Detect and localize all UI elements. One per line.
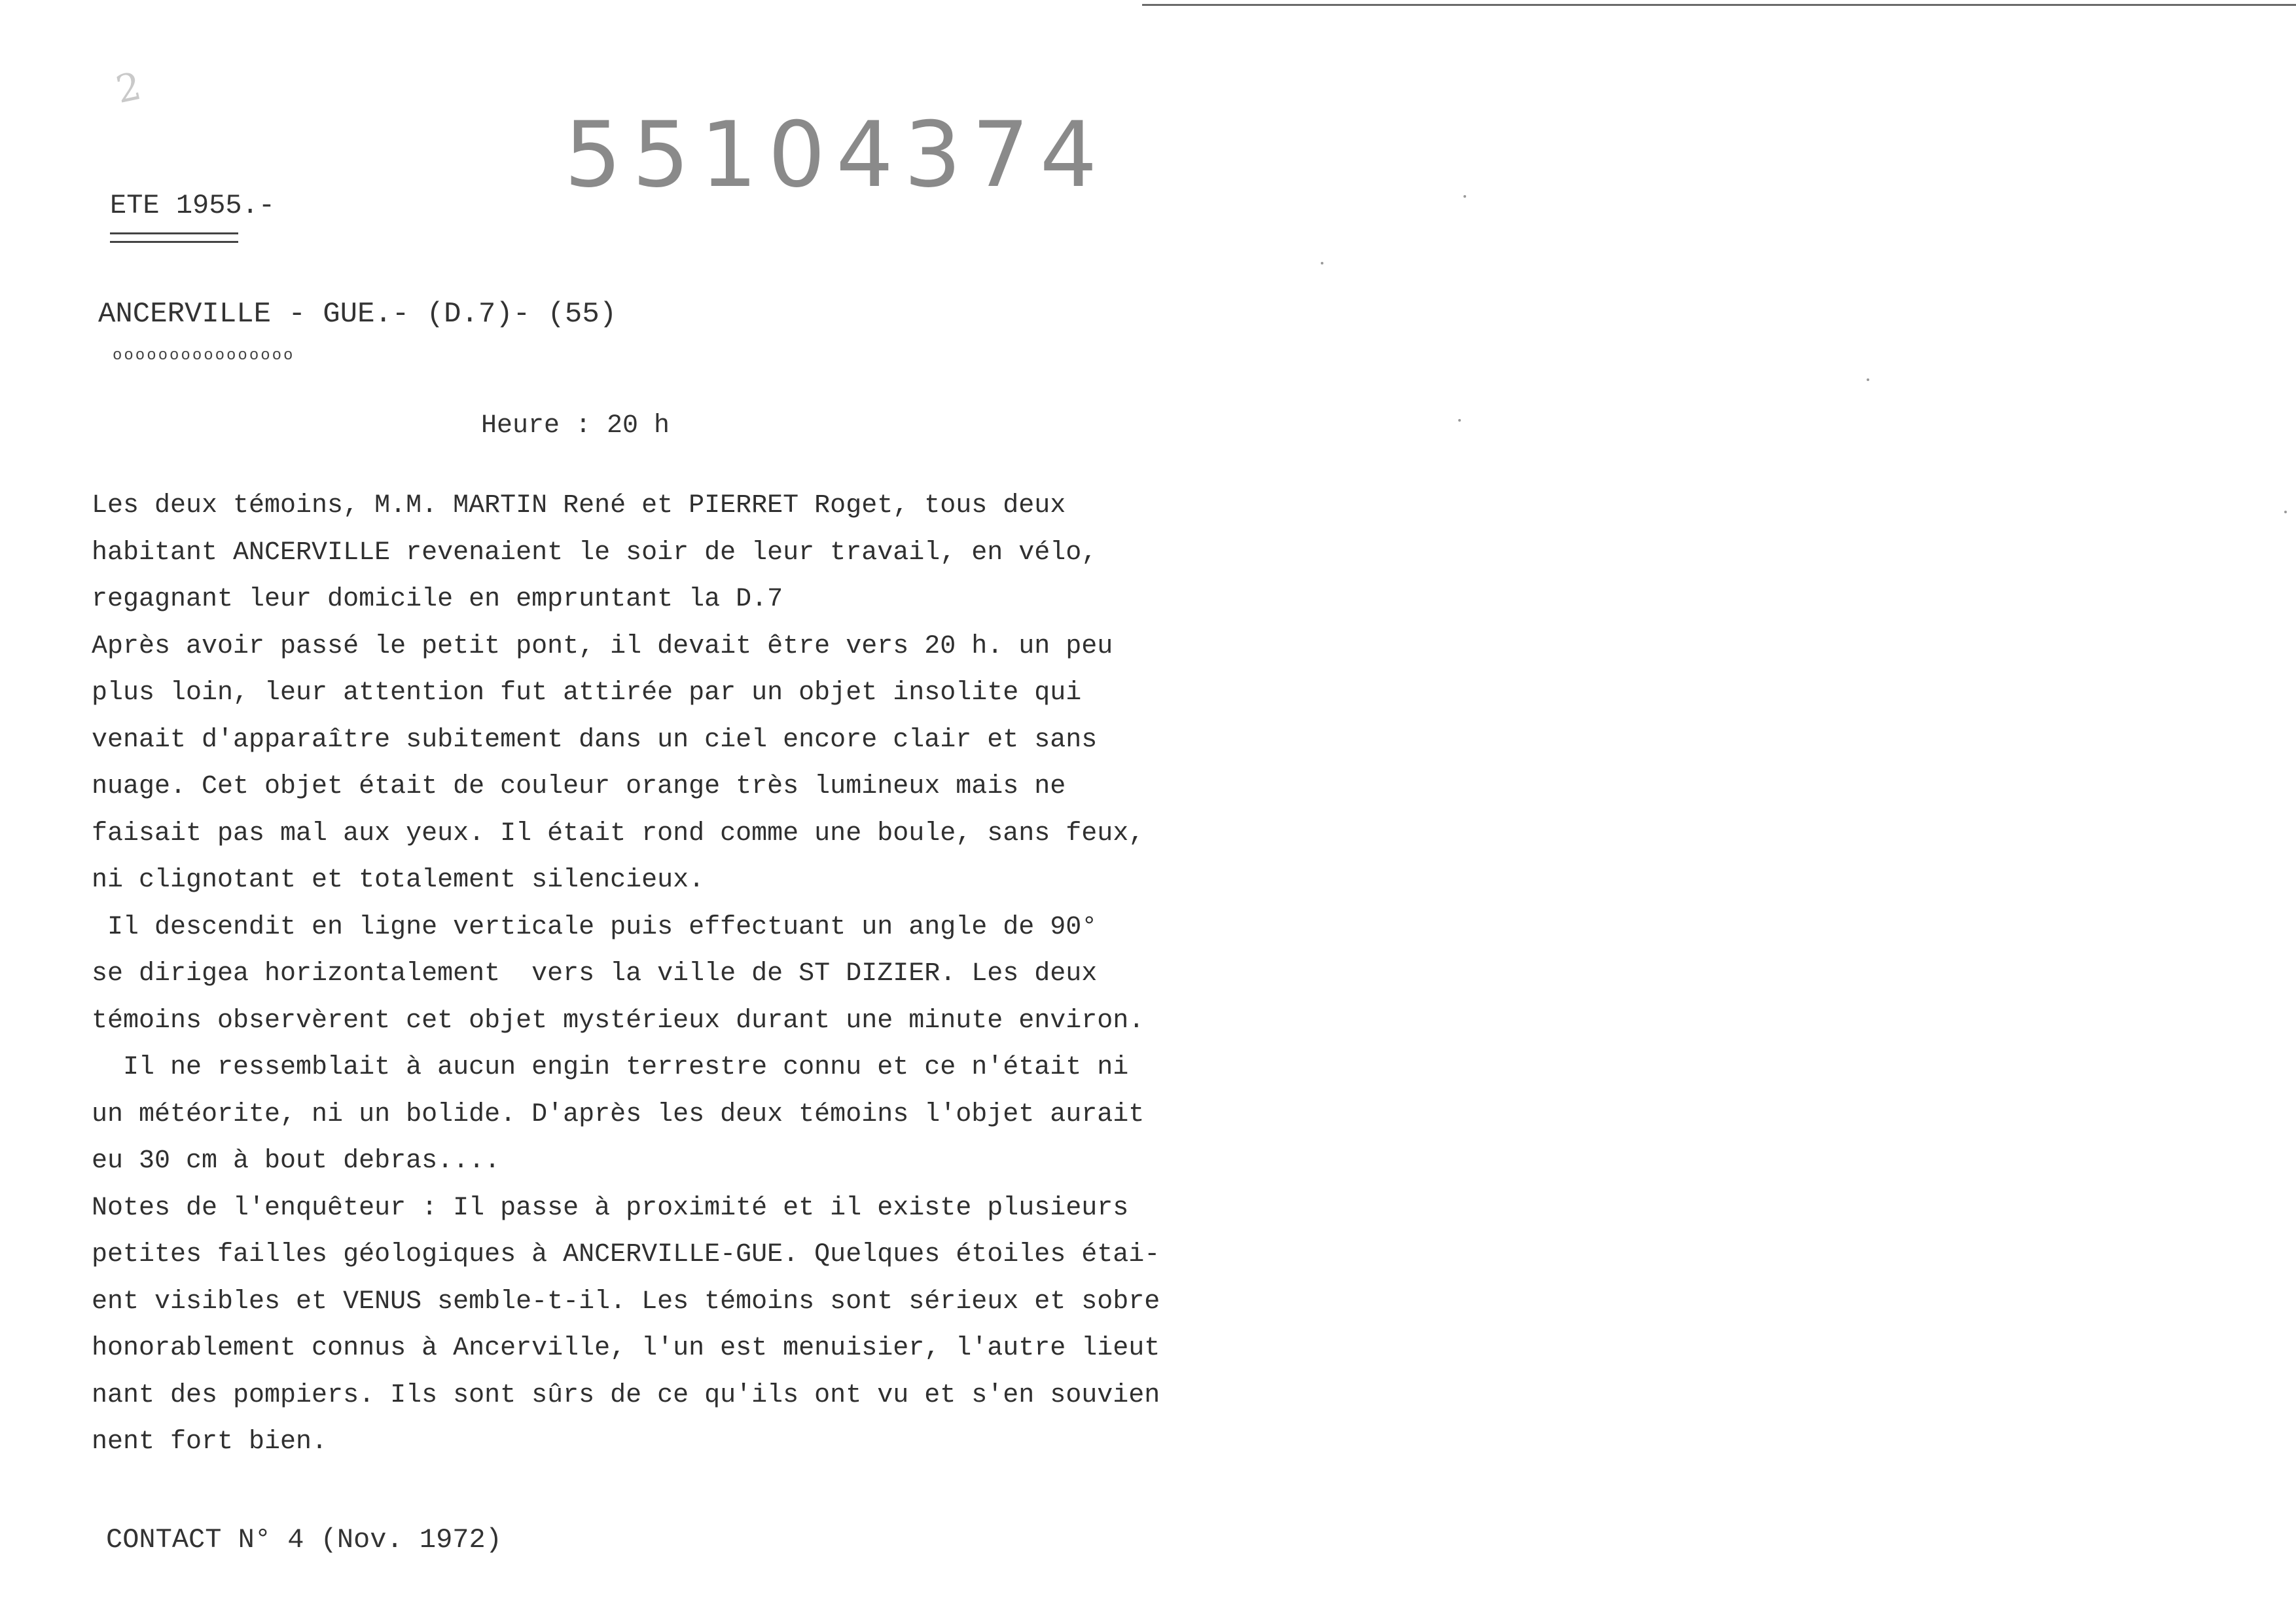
body-line: Notes de l'enquêteur : Il passe à proximité et il existe plusieurs xyxy=(92,1193,1129,1223)
body-line: un météorite, ni un bolide. D'après les deux témoins l'objet aurait xyxy=(92,1099,1145,1129)
body-line: ent visibles et VENUS semble-t-il. Les témoins sont sérieux et sobre xyxy=(92,1286,1160,1317)
body-line: petites failles géologiques à ANCERVILLE-GUE. Quelques étoiles étai- xyxy=(92,1240,1160,1269)
body-line: témoins observèrent cet objet mystérieux durant une minute environ. xyxy=(92,1006,1145,1036)
body-line: se dirigea horizontalement vers la ville de ST DIZIER. Les deux xyxy=(92,959,1098,989)
source-reference: CONTACT N° 4 (Nov. 1972) xyxy=(106,1524,502,1556)
body-line: plus loin, leur attention fut attirée par un objet insolite qui xyxy=(92,678,1082,708)
document-number: 55104374 xyxy=(564,102,1108,208)
body-line: Il ne ressemblait à aucun engin terrestre connu et ce n'était ni xyxy=(92,1053,1129,1082)
scan-speck xyxy=(2284,511,2287,513)
body-line: faisait pas mal aux yeux. Il était rond comme une boule, sans feux, xyxy=(92,818,1145,848)
scan-speck xyxy=(1321,262,1323,264)
body-line: Il descendit en ligne verticale puis effectuant un angle de 90° xyxy=(92,912,1098,942)
body-line: Après avoir passé le petit pont, il devait être vers 20 h. un peu xyxy=(92,631,1113,661)
body-line: nent fort bien. xyxy=(92,1427,328,1457)
body-line: regagnant leur domicile en empruntant la D.7 xyxy=(92,585,783,614)
scan-speck xyxy=(1463,195,1466,198)
scan-speck xyxy=(1867,378,1869,381)
date-heading: ETE 1955.- xyxy=(110,190,276,221)
scan-speck xyxy=(1458,419,1461,422)
body-line: Les deux témoins, M.M. MARTIN René et PIERRET Roget, tous deux xyxy=(92,491,1066,520)
body-line: venait d'apparaître subitement dans un ciel encore clair et sans xyxy=(92,725,1098,755)
location-underline: oooooooooooooooo xyxy=(113,347,295,365)
body-line: nuage. Cet objet était de couleur orange très lumineux mais ne xyxy=(92,772,1066,801)
scan-top-rule xyxy=(1142,4,2296,6)
body-line: habitant ANCERVILLE revenaient le soir de leur travail, en vélo, xyxy=(92,538,1098,568)
body-line: ni clignotant et totalement silencieux. xyxy=(92,866,705,895)
pencil-page-mark: 2 xyxy=(112,63,145,113)
report-body xyxy=(92,483,1160,1466)
date-underline xyxy=(110,232,238,243)
time-line: Heure : 20 h xyxy=(481,411,670,441)
body-line: nant des pompiers. Ils sont sûrs de ce qu'ils ont vu et s'en souvien xyxy=(92,1380,1160,1410)
body-line: honorablement connus à Ancerville, l'un est menuisier, l'autre lieut xyxy=(92,1334,1160,1363)
location-title: ANCERVILLE - GUE.- (D.7)- (55) xyxy=(98,298,617,331)
body-line: eu 30 cm à bout debras.... xyxy=(92,1146,501,1176)
